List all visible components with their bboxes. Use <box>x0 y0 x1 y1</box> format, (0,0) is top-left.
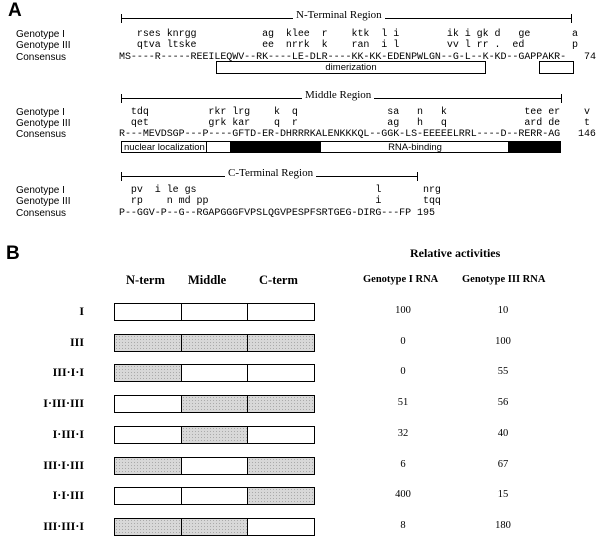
n-genotype-iii-label: Genotype III <box>16 40 71 51</box>
c-consensus-sequence: P--GGV-P--G--RGAPGGGFVPSLQGVPESPFSRTGEG-DIRG---FP 195 <box>119 208 435 219</box>
dimerization-domain-box-2 <box>539 61 574 74</box>
rel-header-genotype-i: Genotype I RNA <box>363 274 439 285</box>
black-domain-segment-1 <box>230 141 321 153</box>
c-term-segment-genotype-i <box>247 426 315 444</box>
n-term-segment-genotype-iii <box>114 518 183 536</box>
nuclear-localization-label: nuclear localization <box>124 142 205 153</box>
activity-genotype-iii-value: 67 <box>497 459 509 470</box>
c-term-segment-genotype-i <box>247 364 315 382</box>
construct-label: I <box>79 304 84 318</box>
n-term-segment-genotype-i <box>114 395 183 413</box>
m-region-title: Middle Region <box>302 90 374 101</box>
c-region-bracket-left-tick <box>121 172 122 181</box>
c-consensus-label: Consensus <box>16 208 67 219</box>
activity-genotype-i-value: 8 <box>400 520 406 531</box>
m-genotype-iii-sequence: qet grk kar q r ag h q ard de t <box>119 118 590 129</box>
n-region-title: N-Terminal Region <box>293 10 385 21</box>
activity-genotype-iii-value: 56 <box>497 397 509 408</box>
middle-segment-genotype-iii <box>181 334 249 352</box>
activity-genotype-iii-value: 40 <box>497 428 509 439</box>
activity-genotype-i-value: 6 <box>400 459 406 470</box>
activity-genotype-iii-value: 100 <box>495 336 511 347</box>
panel-a-letter: A <box>8 0 22 21</box>
m-genotype-i-label: Genotype I <box>16 107 65 118</box>
col-header-c-term: C-term <box>259 273 298 287</box>
c-term-segment-genotype-iii <box>247 487 315 505</box>
construct-label: I·III·I <box>52 427 84 441</box>
activity-genotype-iii-value: 55 <box>497 366 509 377</box>
c-region-bracket-right-tick <box>417 172 418 181</box>
n-term-segment-genotype-i <box>114 426 183 444</box>
panel-b-letter: B <box>6 243 20 264</box>
n-consensus-label: Consensus <box>16 52 67 63</box>
m-consensus-label: Consensus <box>16 129 67 140</box>
c-term-segment-genotype-iii <box>247 395 315 413</box>
rel-header-genotype-iii: Genotype III RNA <box>462 274 546 285</box>
n-genotype-iii-sequence: qtva ltske ee nrrk k ran i l vv l rr . ed p <box>119 40 578 51</box>
m-region-bracket-right-tick <box>561 94 562 103</box>
activity-genotype-i-value: 100 <box>395 305 411 316</box>
m-end-number: 146 <box>578 129 596 140</box>
n-term-segment-genotype-iii <box>114 364 183 382</box>
m-genotype-iii-label: Genotype III <box>16 118 71 129</box>
activity-genotype-i-value: 51 <box>397 397 409 408</box>
rna-binding-label: RNA-binding <box>388 142 442 153</box>
n-consensus-sequence: MS----R-----REEILEQWV--RK----LE-DLR----KK-KK-EDENPWLGN--G-L--K-KD--GAPPAKR- <box>119 52 567 63</box>
n-term-segment-genotype-iii <box>114 457 183 475</box>
construct-label: III·III·I <box>43 519 84 533</box>
activity-genotype-iii-value: 10 <box>497 305 509 316</box>
middle-segment-genotype-iii <box>181 426 249 444</box>
middle-segment-genotype-i <box>181 457 249 475</box>
construct-label: III <box>69 335 84 349</box>
activity-genotype-i-value: 0 <box>400 336 406 347</box>
activity-genotype-iii-value: 180 <box>495 520 511 531</box>
nuclear-localization-divider <box>206 141 207 153</box>
middle-segment-genotype-iii <box>181 395 249 413</box>
middle-segment-genotype-i <box>181 303 249 321</box>
dimerization-domain-box <box>216 61 486 74</box>
c-genotype-i-sequence: pv i le gs l nrg <box>119 185 441 196</box>
col-header-n-term: N-term <box>126 273 165 287</box>
m-genotype-i-sequence: tdq rkr lrg k q sa n k tee er v <box>119 107 590 118</box>
middle-segment-genotype-i <box>181 487 249 505</box>
c-genotype-i-label: Genotype I <box>16 185 65 196</box>
c-term-segment-genotype-iii <box>247 334 315 352</box>
c-term-segment-genotype-i <box>247 518 315 536</box>
construct-label: I·III·III <box>43 396 84 410</box>
activity-genotype-i-value: 0 <box>400 366 406 377</box>
dimerization-label: dimerization <box>325 62 377 73</box>
middle-segment-genotype-iii <box>181 518 249 536</box>
n-genotype-i-label: Genotype I <box>16 29 65 40</box>
n-region-bracket-left-tick <box>121 14 122 23</box>
m-region-bracket-left-tick <box>121 94 122 103</box>
n-region-bracket-right-tick <box>571 14 572 23</box>
construct-label: III·I·I <box>52 365 84 379</box>
m-consensus-sequence: R---MEVDSGP---P----GFTD-ER-DHRRRKALENKKKQL--GGK-LS-EEEEELRRL----D--RERR-AG <box>119 129 561 140</box>
c-genotype-iii-sequence: rp n md pp i tqq <box>119 196 441 207</box>
n-genotype-i-sequence: rses knrgg ag klee r ktk l i ik i gk d ge a <box>119 29 578 40</box>
construct-label: I·I·III <box>52 488 84 502</box>
relative-activities-title: Relative activities <box>410 246 501 260</box>
activity-genotype-iii-value: 15 <box>497 489 509 500</box>
col-header-middle: Middle <box>188 273 227 287</box>
n-term-segment-genotype-i <box>114 303 183 321</box>
c-genotype-iii-label: Genotype III <box>16 196 71 207</box>
c-region-title: C-Terminal Region <box>225 168 316 179</box>
middle-segment-genotype-i <box>181 364 249 382</box>
construct-label: III·I·III <box>43 458 84 472</box>
n-term-segment-genotype-iii <box>114 334 183 352</box>
n-end-number: 74 <box>584 52 596 63</box>
c-term-segment-genotype-i <box>247 303 315 321</box>
activity-genotype-i-value: 32 <box>397 428 409 439</box>
n-term-segment-genotype-i <box>114 487 183 505</box>
c-term-segment-genotype-iii <box>247 457 315 475</box>
black-domain-segment-2 <box>508 141 561 153</box>
activity-genotype-i-value: 400 <box>395 489 411 500</box>
